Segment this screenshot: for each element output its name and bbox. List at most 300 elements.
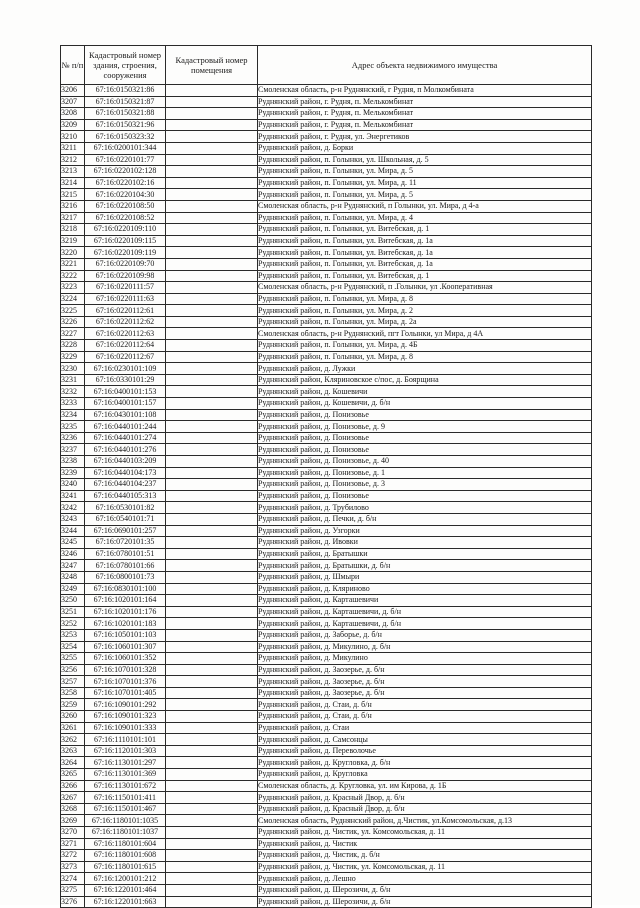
table-row: [61, 456, 592, 468]
row-number: 3207: [61, 96, 85, 108]
row-number: 3253: [61, 629, 85, 641]
cadastral-number: 67:16:1120101:303: [85, 745, 166, 757]
property-address: Руднянский район, д. Кошевичи, д. б/н: [258, 398, 592, 410]
row-number: 3214: [61, 177, 85, 189]
row-number: 3216: [61, 200, 85, 212]
row-number: 3259: [61, 699, 85, 711]
row-number: 3212: [61, 154, 85, 166]
property-address: Руднянский район, д. Кляриново: [258, 583, 592, 595]
property-address: Руднянский район, д. Шерозичи, д. б/н: [258, 896, 592, 908]
property-address: Руднянский район, п. Голынки, ул. Витебская, д. 1а: [258, 258, 592, 270]
header-address: Адрес объекта недвижимого имущества: [258, 46, 592, 85]
premise-number: [166, 769, 258, 781]
cadastral-number: 67:16:0220109:110: [85, 224, 166, 236]
table-row: [61, 154, 592, 166]
header-premise: Кадастровый номер помещения: [166, 46, 258, 85]
row-number: 3274: [61, 873, 85, 885]
premise-number: [166, 780, 258, 792]
row-number: 3233: [61, 398, 85, 410]
cadastral-number: 67:16:1180101:1035: [85, 815, 166, 827]
property-address: Руднянский район, п. Голынки, ул. Мира, д. 8: [258, 293, 592, 305]
cadastral-number: 67:16:0220102:16: [85, 177, 166, 189]
premise-number: [166, 537, 258, 549]
row-number: 3248: [61, 571, 85, 583]
cadastral-number: 67:16:0440101:244: [85, 421, 166, 433]
premise-number: [166, 177, 258, 189]
row-number: 3217: [61, 212, 85, 224]
table-row: [61, 676, 592, 688]
row-number: 3225: [61, 305, 85, 317]
cadastral-number: 67:16:0220108:50: [85, 200, 166, 212]
table-row: [61, 711, 592, 723]
premise-number: [166, 386, 258, 398]
premise-number: [166, 606, 258, 618]
premise-number: [166, 154, 258, 166]
table-row: [61, 409, 592, 421]
table-row: [61, 119, 592, 131]
premise-number: [166, 676, 258, 688]
property-address: Руднянский район, д. Заборье, д. б/н: [258, 629, 592, 641]
table-row: [61, 583, 592, 595]
row-number: 3247: [61, 560, 85, 572]
property-address: Руднянский район, д. Узгорки: [258, 525, 592, 537]
premise-number: [166, 351, 258, 363]
cadastral-number: 67:16:1180101:608: [85, 850, 166, 862]
cadastral-number: 67:16:0690101:257: [85, 525, 166, 537]
premise-number: [166, 305, 258, 317]
property-address: Руднянский район, п. Голынки, ул. Школьная, д. 5: [258, 154, 592, 166]
table-row: [61, 305, 592, 317]
row-number: 3232: [61, 386, 85, 398]
cadastral-number: 67:16:0220104:30: [85, 189, 166, 201]
property-address: Руднянский район, д. Микулино: [258, 653, 592, 665]
premise-number: [166, 270, 258, 282]
row-number: 3215: [61, 189, 85, 201]
cadastral-number: 67:16:0220112:64: [85, 340, 166, 352]
cadastral-number: 67:16:0430101:108: [85, 409, 166, 421]
row-number: 3271: [61, 838, 85, 850]
row-number: 3226: [61, 316, 85, 328]
cadastral-number: 67:16:1020101:176: [85, 606, 166, 618]
property-address: Руднянский район, п. Голынки, ул. Мира, д. 4Б: [258, 340, 592, 352]
row-number: 3264: [61, 757, 85, 769]
cadastral-number: 67:16:1110101:101: [85, 734, 166, 746]
row-number: 3260: [61, 711, 85, 723]
row-number: 3246: [61, 548, 85, 560]
table-row: [61, 641, 592, 653]
property-address: Руднянский район, д. Чистик: [258, 838, 592, 850]
property-address: Руднянский район, п. Голынки, ул. Мира, д. 8: [258, 351, 592, 363]
premise-number: [166, 293, 258, 305]
row-number: 3265: [61, 769, 85, 781]
cadastral-number: 67:16:0220109:98: [85, 270, 166, 282]
table-row: [61, 513, 592, 525]
table-row: [61, 815, 592, 827]
row-number: 3270: [61, 827, 85, 839]
table-row: [61, 177, 592, 189]
premise-number: [166, 316, 258, 328]
property-address: Руднянский район, д. Понизовье: [258, 490, 592, 502]
property-address: Руднянский район, д. Чистик, ул. Комсомольская, д. 11: [258, 827, 592, 839]
premise-number: [166, 525, 258, 537]
premise-number: [166, 722, 258, 734]
cadastral-number: 67:16:0800101:73: [85, 571, 166, 583]
row-number: 3273: [61, 861, 85, 873]
property-address: Руднянский район, п. Голынки, ул. Мира, д. 2: [258, 305, 592, 317]
property-address: Руднянский район, д. Заозерье, д. б/н: [258, 676, 592, 688]
premise-number: [166, 328, 258, 340]
row-number: 3251: [61, 606, 85, 618]
table-row: [61, 374, 592, 386]
cadastral-number: 67:16:0440103:209: [85, 456, 166, 468]
cadastral-number: 67:16:1090101:323: [85, 711, 166, 723]
row-number: 3252: [61, 618, 85, 630]
premise-number: [166, 456, 258, 468]
table-row: [61, 525, 592, 537]
premise-number: [166, 583, 258, 595]
row-number: 3242: [61, 502, 85, 514]
table-row: [61, 340, 592, 352]
cadastral-number: 67:16:0220112:67: [85, 351, 166, 363]
premise-number: [166, 340, 258, 352]
cadastral-number: 67:16:0440101:276: [85, 444, 166, 456]
table-row: [61, 560, 592, 572]
property-register-table: [60, 45, 592, 908]
cadastral-number: 67:16:0220111:57: [85, 282, 166, 294]
property-address: Руднянский район, г. Рудня, ул. Энергетиков: [258, 131, 592, 143]
row-number: 3206: [61, 85, 85, 97]
table-row: [61, 235, 592, 247]
cadastral-number: 67:16:0440101:274: [85, 432, 166, 444]
property-address: Руднянский район, д. Заозерье, д. б/н: [258, 687, 592, 699]
property-address: Руднянский район, п. Голынки, ул. Мира, д. 5: [258, 189, 592, 201]
property-address: Руднянский район, д. Красный Двор, д. б/н: [258, 803, 592, 815]
premise-number: [166, 757, 258, 769]
cadastral-number: 67:16:0440104:237: [85, 479, 166, 491]
table-row: [61, 386, 592, 398]
property-address: Руднянский район, д. Чистик, д. б/н: [258, 850, 592, 862]
cadastral-number: 67:16:0150321:96: [85, 119, 166, 131]
row-number: 3268: [61, 803, 85, 815]
row-number: 3256: [61, 664, 85, 676]
table-row: [61, 363, 592, 375]
row-number: 3237: [61, 444, 85, 456]
row-number: 3210: [61, 131, 85, 143]
premise-number: [166, 653, 258, 665]
table-row: [61, 502, 592, 514]
property-address: Смоленская область, р-н Руднянский, г Рудня, п Молкомбината: [258, 85, 592, 97]
property-address: Руднянский район, п. Голынки, ул. Мира, д. 2а: [258, 316, 592, 328]
table-row: [61, 166, 592, 178]
row-number: 3243: [61, 513, 85, 525]
row-number: 3244: [61, 525, 85, 537]
table-row: [61, 595, 592, 607]
property-address: Смоленская область, р-н Руднянский, п .Голынки, ул .Кооперативная: [258, 282, 592, 294]
premise-number: [166, 363, 258, 375]
premise-number: [166, 224, 258, 236]
premise-number: [166, 490, 258, 502]
table-row: [61, 96, 592, 108]
cadastral-number: 67:16:1150101:411: [85, 792, 166, 804]
table-row: [61, 745, 592, 757]
table-row: [61, 687, 592, 699]
premise-number: [166, 212, 258, 224]
cadastral-number: 67:16:0220112:63: [85, 328, 166, 340]
property-address: Руднянский район, д. Понизовье: [258, 432, 592, 444]
row-number: 3261: [61, 722, 85, 734]
row-number: 3245: [61, 537, 85, 549]
row-number: 3208: [61, 108, 85, 120]
premise-number: [166, 96, 258, 108]
row-number: 3249: [61, 583, 85, 595]
table-row: [61, 873, 592, 885]
premise-number: [166, 235, 258, 247]
premise-number: [166, 745, 258, 757]
premise-number: [166, 444, 258, 456]
row-number: 3209: [61, 119, 85, 131]
property-address: Руднянский район, д. Стаи, д. б/н: [258, 711, 592, 723]
premise-number: [166, 421, 258, 433]
row-number: 3255: [61, 653, 85, 665]
cadastral-number: 67:16:0400101:153: [85, 386, 166, 398]
row-number: 3239: [61, 467, 85, 479]
property-address: Руднянский район, д. Карташевичи, д. б/н: [258, 606, 592, 618]
premise-number: [166, 398, 258, 410]
table-row: [61, 780, 592, 792]
row-number: 3211: [61, 142, 85, 154]
property-address: Руднянский район, д. Печки, д. б/н: [258, 513, 592, 525]
table-row: [61, 351, 592, 363]
premise-number: [166, 131, 258, 143]
property-address: Руднянский район, д. Карташевичи: [258, 595, 592, 607]
table-body: [61, 85, 592, 908]
row-number: 3218: [61, 224, 85, 236]
row-number: 3222: [61, 270, 85, 282]
row-number: 3250: [61, 595, 85, 607]
table-row: [61, 803, 592, 815]
table-row: [61, 896, 592, 908]
cadastral-number: 67:16:0220102:128: [85, 166, 166, 178]
table-row: [61, 467, 592, 479]
cadastral-number: 67:16:0220112:62: [85, 316, 166, 328]
table-row: [61, 490, 592, 502]
premise-number: [166, 502, 258, 514]
property-address: Руднянский район, п. Голынки, ул. Мира, д. 11: [258, 177, 592, 189]
premise-number: [166, 258, 258, 270]
premise-number: [166, 884, 258, 896]
table-row: [61, 769, 592, 781]
table-row: [61, 757, 592, 769]
cadastral-number: 67:16:1130101:672: [85, 780, 166, 792]
table-row: [61, 606, 592, 618]
table-row: [61, 200, 592, 212]
property-address: Руднянский район, д. Кошевичи: [258, 386, 592, 398]
row-number: 3234: [61, 409, 85, 421]
table-row: [61, 398, 592, 410]
table-row: [61, 861, 592, 873]
row-number: 3269: [61, 815, 85, 827]
premise-number: [166, 711, 258, 723]
table-row: [61, 548, 592, 560]
premise-number: [166, 119, 258, 131]
cadastral-number: 67:16:0150321:88: [85, 108, 166, 120]
premise-number: [166, 513, 258, 525]
cadastral-number: 67:16:1180101:615: [85, 861, 166, 873]
property-address: Руднянский район, д. Кругловка, д. б/н: [258, 757, 592, 769]
premise-number: [166, 571, 258, 583]
table-row: [61, 699, 592, 711]
property-address: Руднянский район, Кляриновское с/пос, д. Боярщина: [258, 374, 592, 386]
table-row: [61, 884, 592, 896]
property-address: Руднянский район, г. Рудня, п. Мелькомбинат: [258, 108, 592, 120]
cadastral-number: 67:16:0220112:61: [85, 305, 166, 317]
cadastral-number: 67:16:1220101:464: [85, 884, 166, 896]
premise-number: [166, 560, 258, 572]
premise-number: [166, 664, 258, 676]
cadastral-number: 67:16:1180101:1037: [85, 827, 166, 839]
cadastral-number: 67:16:0330101:29: [85, 374, 166, 386]
table-row: [61, 444, 592, 456]
cadastral-number: 67:16:1060101:352: [85, 653, 166, 665]
premise-number: [166, 629, 258, 641]
table-row: [61, 838, 592, 850]
property-address: Руднянский район, д. Братышки: [258, 548, 592, 560]
premise-number: [166, 873, 258, 885]
premise-number: [166, 409, 258, 421]
cadastral-number: 67:16:0150321:87: [85, 96, 166, 108]
cadastral-number: 67:16:1220101:663: [85, 896, 166, 908]
row-number: 3227: [61, 328, 85, 340]
premise-number: [166, 189, 258, 201]
cadastral-number: 67:16:0220111:63: [85, 293, 166, 305]
property-address: Руднянский район, д. Стаи: [258, 722, 592, 734]
property-address: Руднянский район, д. Шмыри: [258, 571, 592, 583]
property-address: Руднянский район, д. Заозерье, д. б/н: [258, 664, 592, 676]
cadastral-number: 67:16:0540101:71: [85, 513, 166, 525]
cadastral-number: 67:16:1090101:292: [85, 699, 166, 711]
premise-number: [166, 166, 258, 178]
premise-number: [166, 734, 258, 746]
row-number: 3263: [61, 745, 85, 757]
property-address: Руднянский район, д. Кругловка: [258, 769, 592, 781]
row-number: 3236: [61, 432, 85, 444]
property-address: Руднянский район, д. Понизовье, д. 40: [258, 456, 592, 468]
cadastral-number: 67:16:1180101:604: [85, 838, 166, 850]
property-address: Руднянский район, д. Шерозичи, д. б/н: [258, 884, 592, 896]
row-number: 3272: [61, 850, 85, 862]
cadastral-number: 67:16:1150101:467: [85, 803, 166, 815]
table-row: [61, 734, 592, 746]
property-address: Руднянский район, д. Стаи, д. б/н: [258, 699, 592, 711]
property-address: Смоленская область, р-н Руднянский, пгт Голынки, ул Мира, д 4А: [258, 328, 592, 340]
property-address: Смоленская область, р-н Руднянский, п Голынки, ул. Мира, д 4-а: [258, 200, 592, 212]
table-row: [61, 792, 592, 804]
property-address: Смоленская область, Руднянский район, д.Чистик, ул.Комсомольская, д.13: [258, 815, 592, 827]
row-number: 3213: [61, 166, 85, 178]
row-number: 3258: [61, 687, 85, 699]
property-address: Руднянский район, д. Братышки, д. б/н: [258, 560, 592, 572]
property-address: Руднянский район, п. Голынки, ул. Мира, д. 4: [258, 212, 592, 224]
table-row: [61, 108, 592, 120]
row-number: 3276: [61, 896, 85, 908]
row-number: 3219: [61, 235, 85, 247]
premise-number: [166, 618, 258, 630]
header-num: № п/п: [61, 46, 85, 85]
table-row: [61, 212, 592, 224]
table-row: [61, 664, 592, 676]
table-header-row: [61, 46, 592, 85]
row-number: 3267: [61, 792, 85, 804]
table-row: [61, 328, 592, 340]
table-row: [61, 629, 592, 641]
property-address: Руднянский район, д. Микулино, д. б/н: [258, 641, 592, 653]
property-address: Руднянский район, д. Переволочье: [258, 745, 592, 757]
property-address: Руднянский район, д. Лешно: [258, 873, 592, 885]
premise-number: [166, 374, 258, 386]
table-row: [61, 282, 592, 294]
row-number: 3228: [61, 340, 85, 352]
cadastral-number: 67:16:0150323:32: [85, 131, 166, 143]
premise-number: [166, 247, 258, 259]
property-address: Руднянский район, г. Рудня, п. Мелькомбинат: [258, 96, 592, 108]
cadastral-number: 67:16:1200101:212: [85, 873, 166, 885]
table-row: [61, 258, 592, 270]
property-address: Руднянский район, д. Чистик, ул. Комсомольская, д. 11: [258, 861, 592, 873]
row-number: 3262: [61, 734, 85, 746]
cadastral-number: 67:16:1070101:405: [85, 687, 166, 699]
premise-number: [166, 815, 258, 827]
table-row: [61, 432, 592, 444]
property-address: Руднянский район, п. Голынки, ул. Витебская, д. 1: [258, 224, 592, 236]
row-number: 3235: [61, 421, 85, 433]
table-row: [61, 142, 592, 154]
premise-number: [166, 861, 258, 873]
cadastral-number: 67:16:0220109:70: [85, 258, 166, 270]
property-address: Руднянский район, д. Карташевичи, д. б/н: [258, 618, 592, 630]
cadastral-number: 67:16:1020101:164: [85, 595, 166, 607]
cadastral-number: 67:16:0780101:66: [85, 560, 166, 572]
table-row: [61, 85, 592, 97]
premise-number: [166, 827, 258, 839]
row-number: 3231: [61, 374, 85, 386]
premise-number: [166, 850, 258, 862]
cadastral-number: 67:16:1130101:369: [85, 769, 166, 781]
row-number: 3220: [61, 247, 85, 259]
cadastral-number: 67:16:1020101:183: [85, 618, 166, 630]
premise-number: [166, 108, 258, 120]
cadastral-number: 67:16:1070101:328: [85, 664, 166, 676]
property-address: Руднянский район, г. Рудня, п. Мелькомбинат: [258, 119, 592, 131]
cadastral-number: 67:16:0440105:313: [85, 490, 166, 502]
cadastral-number: 67:16:0830101:100: [85, 583, 166, 595]
premise-number: [166, 432, 258, 444]
cadastral-number: 67:16:0220101:77: [85, 154, 166, 166]
property-address: Руднянский район, д. Ивовки: [258, 537, 592, 549]
table-row: [61, 850, 592, 862]
property-address: Руднянский район, д. Понизовье: [258, 444, 592, 456]
property-address: Руднянский район, д. Трубилово: [258, 502, 592, 514]
table-row: [61, 537, 592, 549]
premise-number: [166, 200, 258, 212]
cadastral-number: 67:16:0220109:115: [85, 235, 166, 247]
table-row: [61, 479, 592, 491]
cadastral-number: 67:16:1070101:376: [85, 676, 166, 688]
cadastral-number: 67:16:0720101:35: [85, 537, 166, 549]
property-address: Руднянский район, д. Борки: [258, 142, 592, 154]
row-number: 3223: [61, 282, 85, 294]
table-row: [61, 189, 592, 201]
premise-number: [166, 803, 258, 815]
